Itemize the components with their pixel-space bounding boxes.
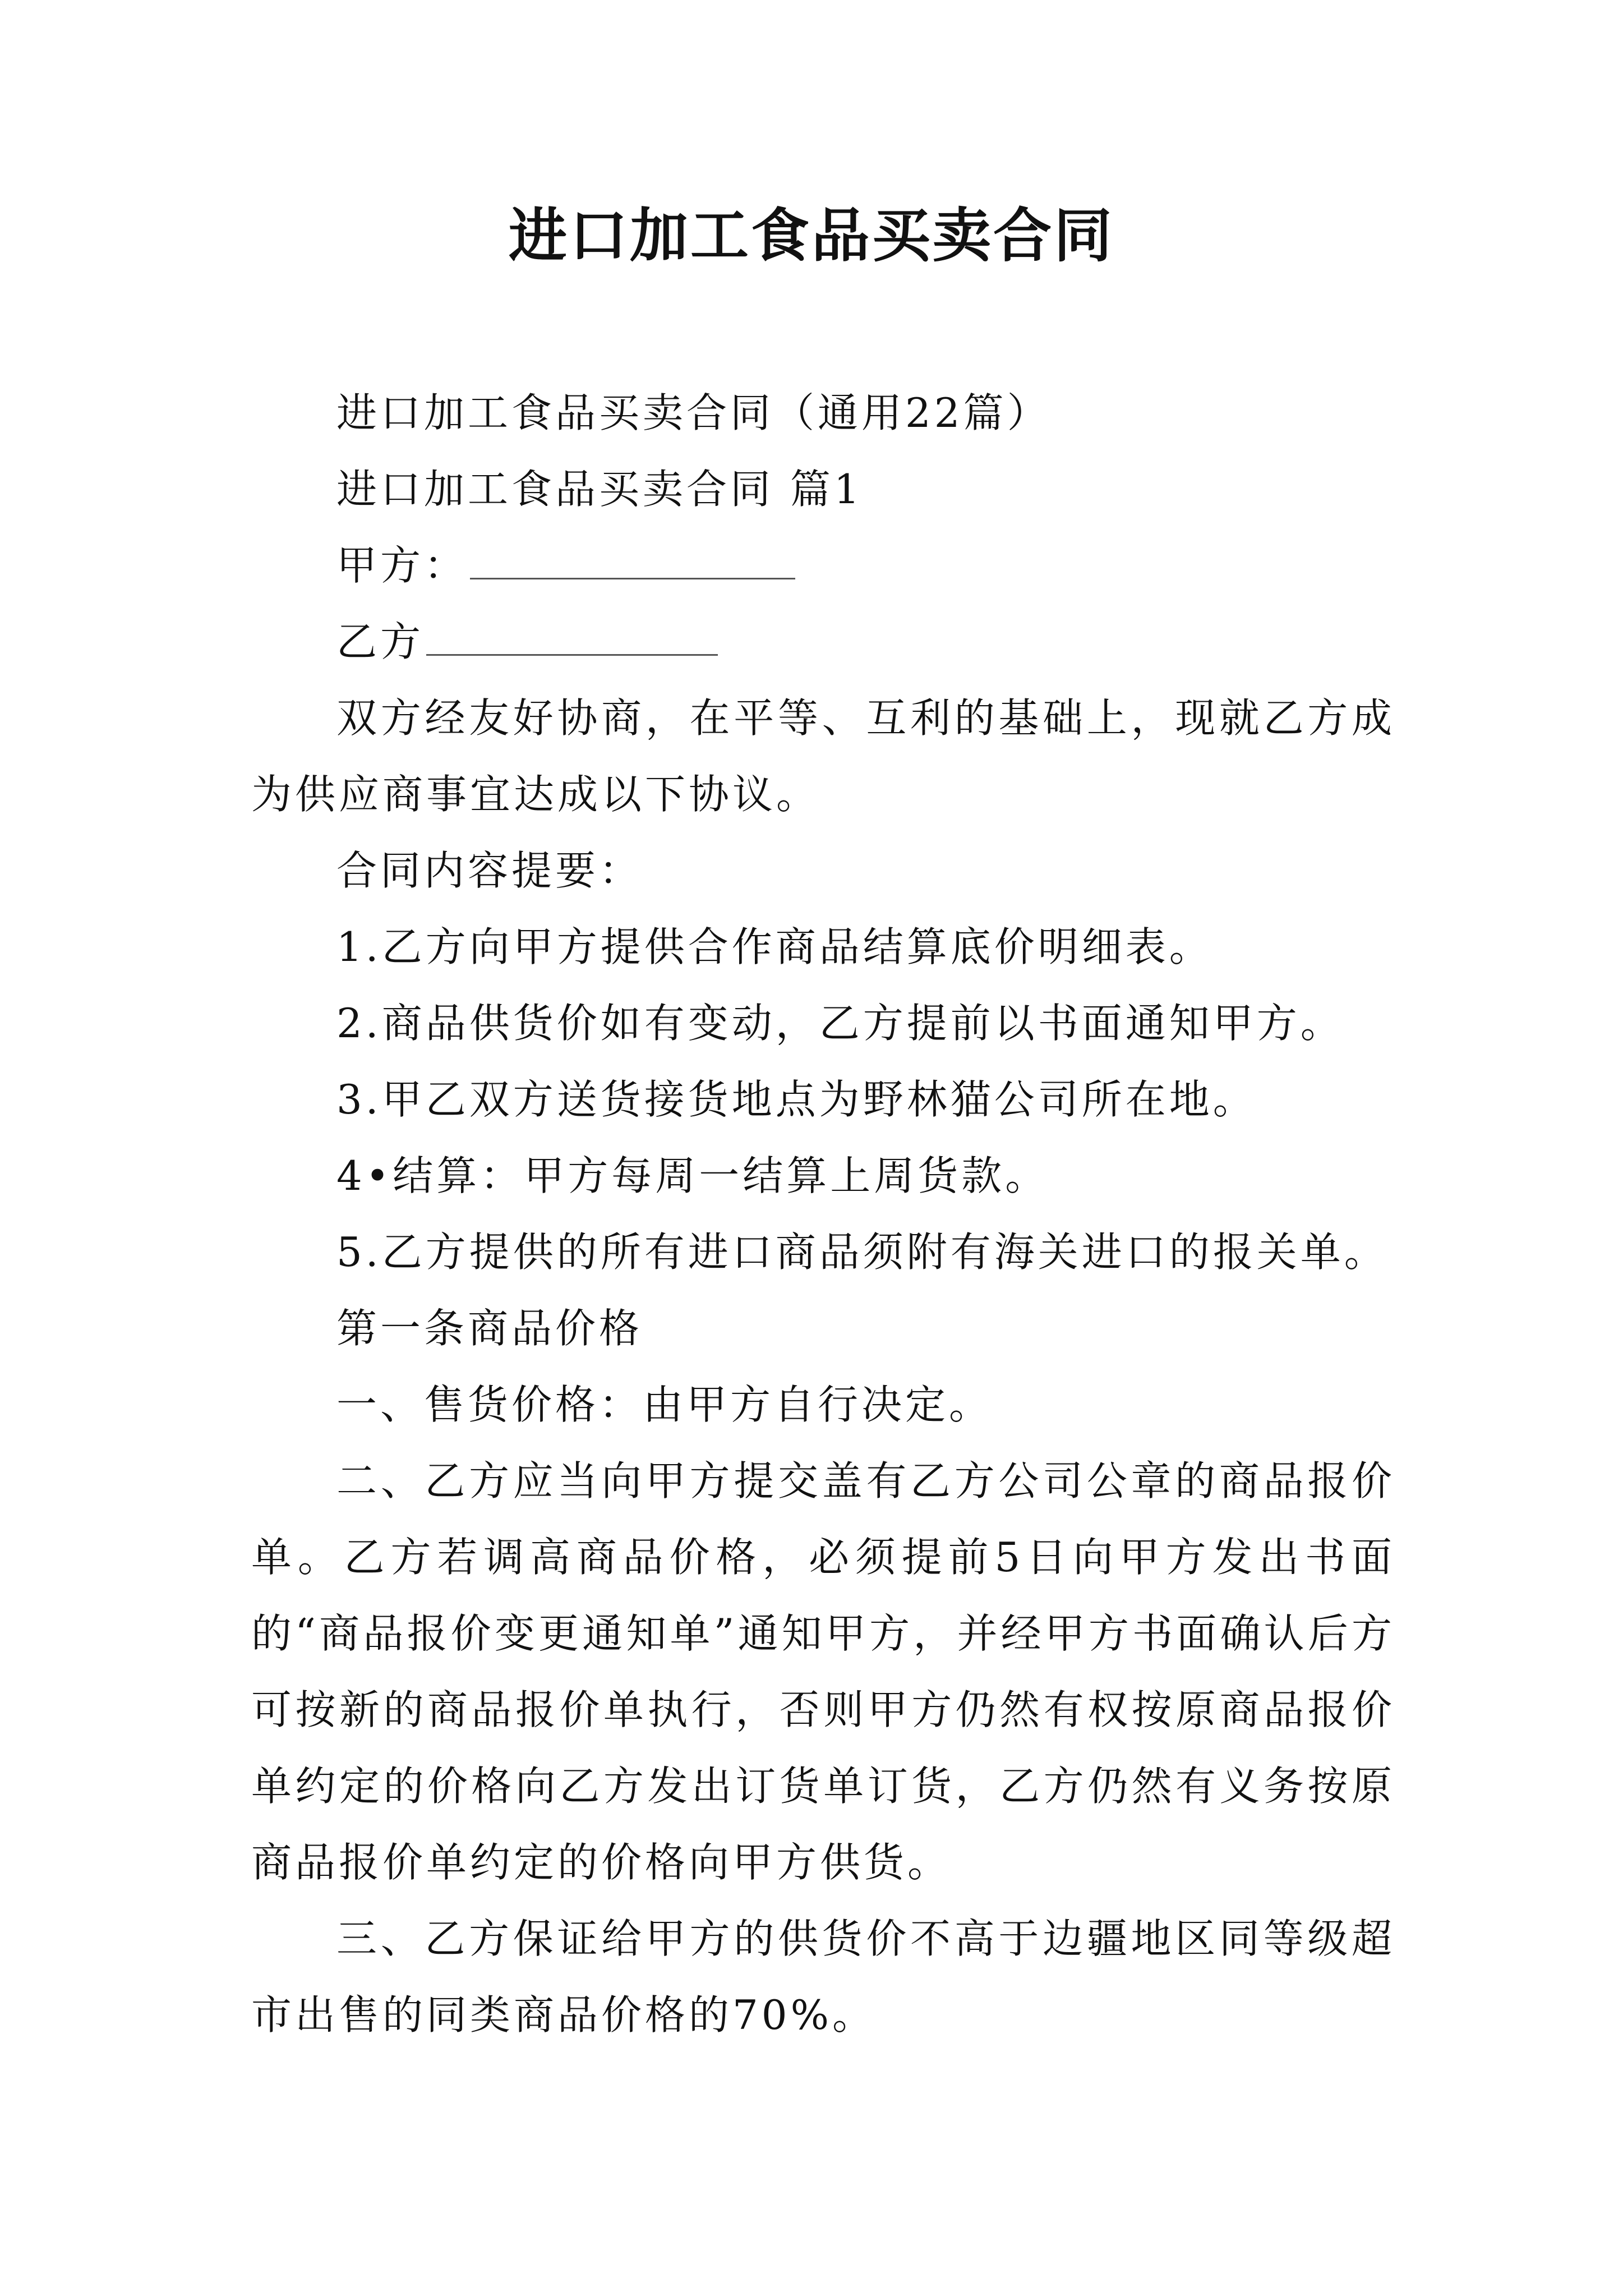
party-a-blank <box>470 541 795 579</box>
party-b-blank <box>426 618 718 656</box>
article1-clause: 三、乙方保证给甲方的供货价不高于边疆地区同等级超市出售的同类商品价格的70%。 <box>251 1915 1395 2039</box>
party-b-line <box>251 604 1395 680</box>
party-a-label: 甲方： <box>336 542 468 589</box>
document-subtitle: 进口加工食品买卖合同（通用22篇） <box>336 389 1051 436</box>
summary-item: 5.乙方提供的所有进口商品须附有海关进口的报关单。 <box>336 1228 1388 1276</box>
party-a-line <box>251 527 1395 604</box>
summary-item: 4•结算：甲方每周一结算上周货款。 <box>336 1152 1049 1199</box>
summary-item: 1.乙方向甲方提供合作商品结算底价明细表。 <box>336 923 1213 970</box>
summary-heading: 合同内容提要： <box>336 847 643 894</box>
article1-clause: 一、售货价格：由甲方自行决定。 <box>336 1381 993 1428</box>
intro-paragraph: 双方经友好协商，在平等、互利的基础上，现就乙方成为供应商事宜达成以下协议。 <box>251 694 1395 818</box>
section-heading: 进口加工食品买卖合同 篇1 <box>336 466 863 513</box>
document-body <box>251 375 1395 2053</box>
summary-item: 3.甲乙双方送货接货地点为野林猫公司所在地。 <box>336 1076 1257 1123</box>
article1-clause: 二、乙方应当向甲方提交盖有乙方公司公章的商品报价单。乙方若调高商品价格，必须提前5日向甲方发出书面的“商品报价变更通知单”通知甲方，并经甲方书面确认后方可按新的商品报价单执行，否则甲方仍然有权按原商品报价单约定的价格向乙方发出订货单订货，乙方仍然有义务按原商品报价单约定的价格向甲方供货。 <box>251 1457 1395 1886</box>
summary-item: 2.商品供货价如有变动，乙方提前以书面通知甲方。 <box>336 1000 1344 1047</box>
party-b-label: 乙方 <box>336 618 425 665</box>
document-title: 进口加工食品买卖合同 <box>508 201 1114 270</box>
article1-heading: 第一条商品价格 <box>336 1305 643 1352</box>
